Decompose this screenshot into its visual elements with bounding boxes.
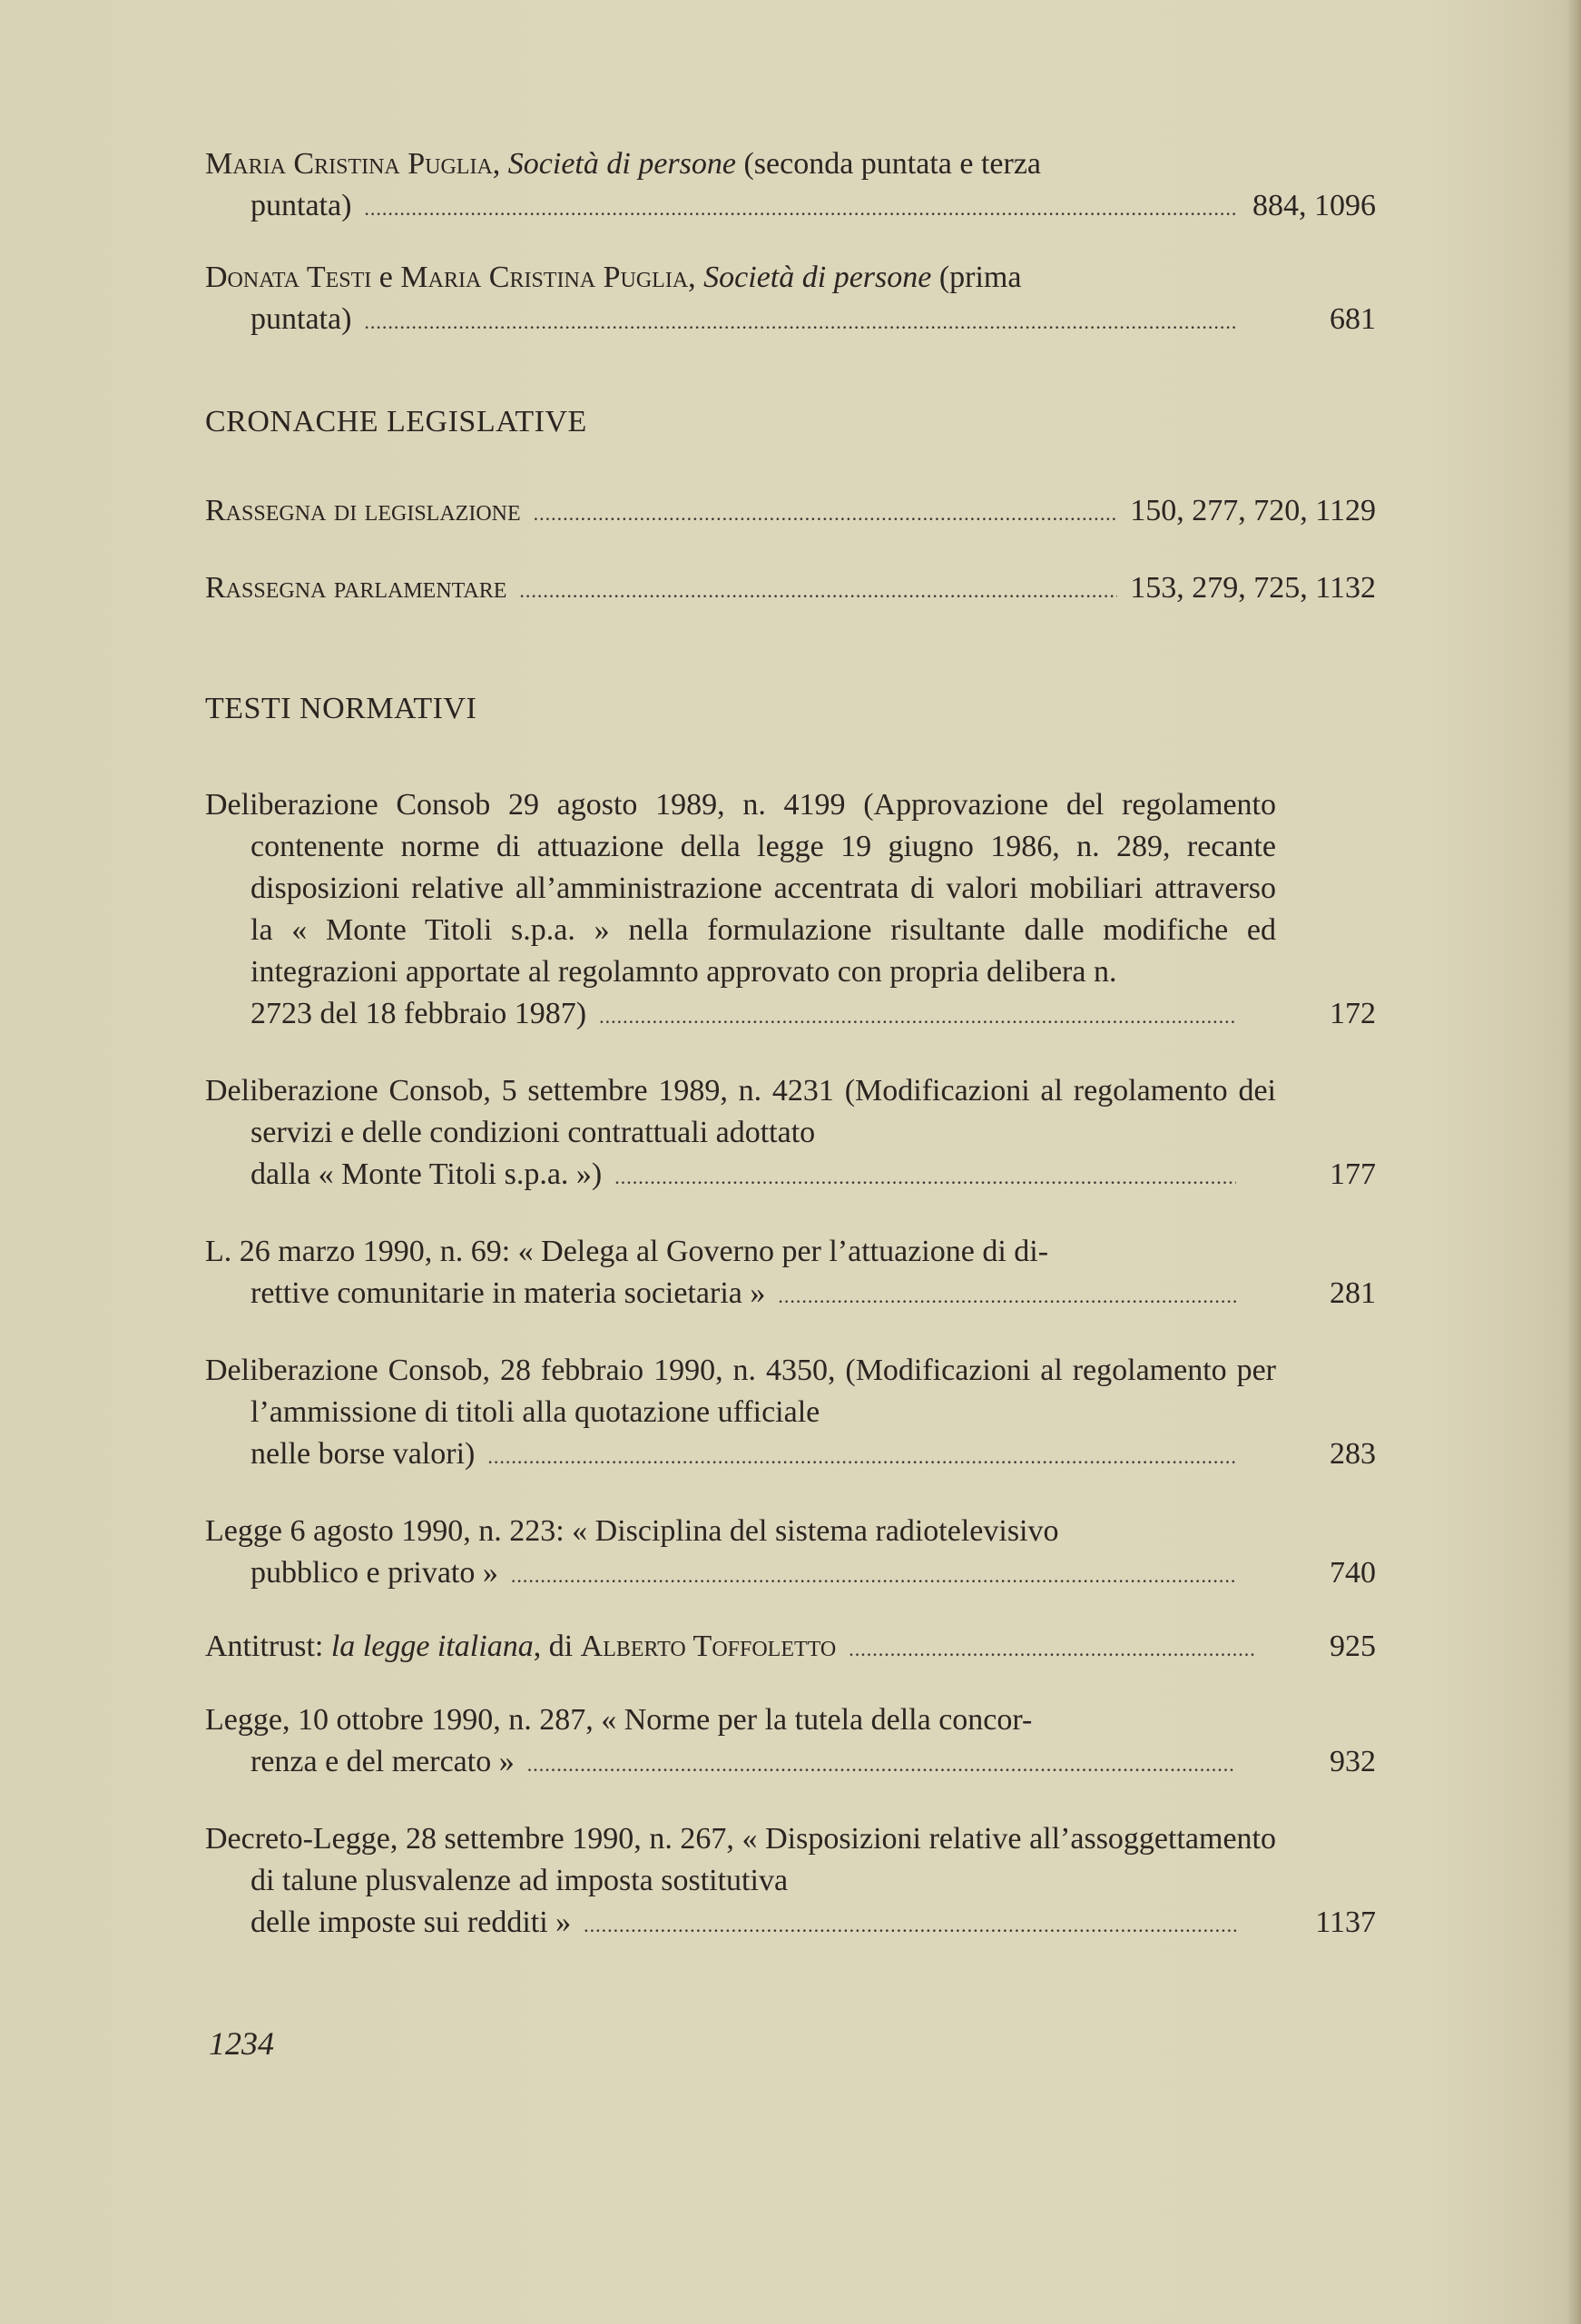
entry-last-line (250, 1902, 1376, 1946)
index-entry-antitrust (205, 1626, 1376, 1670)
entry-pages: 172 (1330, 997, 1376, 1030)
dot-leader (519, 570, 1117, 612)
entry-last-text: renza e del mercato » (250, 1745, 515, 1778)
comma: , (688, 261, 704, 294)
index-content (205, 143, 1376, 1946)
dot-leader (849, 1629, 1257, 1670)
dot-leader (364, 188, 1236, 230)
entry-last-text: puntata) (250, 302, 352, 336)
entry-text: (prima (931, 261, 1022, 294)
entry-last-text: pubblico e privato » (250, 1556, 498, 1590)
entry-title: la legge italiana (330, 1630, 534, 1663)
page-edge-shadow (1568, 0, 1581, 2324)
entry-author-2: Maria Cristina Puglia (400, 261, 689, 294)
dot-leader (527, 1744, 1236, 1786)
entry-text: L. 26 marzo 1990, n. 69: « Delega al Governo per l’attuazione di di- (205, 1235, 1049, 1268)
index-entry-consob-4199 (205, 784, 1376, 1038)
entry-pages: 1137 (1315, 1905, 1376, 1939)
dot-leader (511, 1555, 1236, 1597)
index-entry-rassegna-legislazione (205, 490, 1376, 535)
entry-last-line (250, 1273, 1376, 1317)
entry-pages: 150, 277, 720, 1129 (1130, 494, 1376, 527)
entry-last-line (250, 1552, 1376, 1597)
dot-leader (584, 1905, 1236, 1946)
entry-last-text: dalla « Monte Titoli s.p.a. ») (250, 1157, 603, 1191)
entry-title: Società di persone (703, 261, 932, 294)
entry-last-line (250, 993, 1376, 1038)
entry-title: Società di persone (507, 147, 736, 181)
index-entry-testi-puglia (205, 257, 1376, 343)
index-entry-rassegna-parlamentare (205, 567, 1376, 612)
dot-leader (364, 301, 1236, 343)
dot-leader (487, 1436, 1236, 1478)
entry-last-line (250, 299, 1376, 343)
entry-author: Alberto Toffoletto (580, 1630, 837, 1663)
entry-last-line (250, 1433, 1376, 1478)
entry-label: Rassegna di legislazione (205, 494, 521, 527)
index-entry-consob-4350 (205, 1350, 1376, 1478)
page-number: 1234 (209, 2025, 274, 2062)
entry-text: (seconda puntata e terza (735, 147, 1042, 181)
entry-pages: 925 (1330, 1630, 1376, 1663)
index-entry-legge-69 (205, 1231, 1376, 1317)
entry-pages: 283 (1330, 1437, 1376, 1471)
entry-last-line (250, 1741, 1376, 1786)
entry-pages: 281 (1330, 1276, 1376, 1310)
entry-last-text: nelle borse valori) (250, 1437, 476, 1471)
entry-last-line (250, 1154, 1376, 1198)
index-entry-legge-223 (205, 1511, 1376, 1597)
entry-last-text: rettive comunitarie in materia societaria » (250, 1276, 766, 1310)
entry-text: Deliberazione Consob, 28 febbraio 1990, n. 4350, (Modificazioni al regolamento per l’ammissione di titoli alla quotazione ufficiale (205, 1354, 1276, 1429)
entry-last-text: puntata) (250, 189, 352, 222)
entry-pages: 153, 279, 725, 1132 (1130, 571, 1376, 605)
entry-pages: 177 (1330, 1157, 1376, 1191)
entry-last-text: 2723 del 18 febbraio 1987) (250, 997, 587, 1030)
entry-pages: 884, 1096 (1252, 189, 1376, 222)
entry-last-line (250, 185, 1376, 230)
index-entry-decreto-267 (205, 1818, 1376, 1946)
entry-pages: 740 (1330, 1556, 1376, 1590)
index-entry-consob-4231 (205, 1070, 1376, 1198)
entry-text: Deliberazione Consob, 5 settembre 1989, n. 4231 (Modificazioni al regolamento dei servizi e delle condizioni contrattuali adottato (205, 1074, 1276, 1149)
entry-author: Maria Cristina Puglia (205, 147, 493, 181)
entry-last-text: delle imposte sui redditi » (250, 1905, 572, 1939)
entry-text: Decreto-Legge, 28 settembre 1990, n. 267, « Disposizioni relative all’assoggettamento di talune plusvalenze ad imposta sostitutiva (205, 1822, 1276, 1897)
dot-leader (599, 996, 1236, 1038)
entry-pages: 681 (1330, 302, 1376, 336)
entry-connector: e (371, 261, 401, 294)
dot-leader (778, 1275, 1236, 1317)
entry-text: Deliberazione Consob 29 agosto 1989, n. 4199 (Approvazione del regolamento contenente norme di attuazione della legge 19 giugno 1986, n. 289, recante disposizioni relative all’amministrazione accentrata di valori mobiliari attraverso la « Monte Titoli s.p.a. » nella formulazione risultante dalle modifiche ed integrazioni apportate al regolamnto approvato con propria delibera n. (205, 788, 1276, 989)
entry-middle: , di (533, 1630, 581, 1663)
comma: , (492, 147, 508, 181)
section-title-cronache: CRONACHE LEGISLATIVE (205, 405, 587, 438)
entry-text: Legge 6 agosto 1990, n. 223: « Disciplina del sistema radiotelevisivo (205, 1514, 1059, 1548)
entry-pages: 932 (1330, 1745, 1376, 1778)
entry-prefix: Antitrust: (205, 1630, 331, 1663)
dot-leader (614, 1157, 1236, 1198)
entry-text: Legge, 10 ottobre 1990, n. 287, « Norme per la tutela della concor- (205, 1703, 1033, 1737)
entry-lead (205, 1626, 836, 1668)
section-title-testi-normativi: TESTI NORMATIVI (205, 692, 477, 725)
dot-leader (534, 493, 1118, 535)
index-entry-puglia (205, 143, 1376, 230)
entry-author: Donata Testi (205, 261, 372, 294)
index-entry-legge-287 (205, 1699, 1376, 1786)
entry-label: Rassegna parlamentare (205, 571, 507, 605)
